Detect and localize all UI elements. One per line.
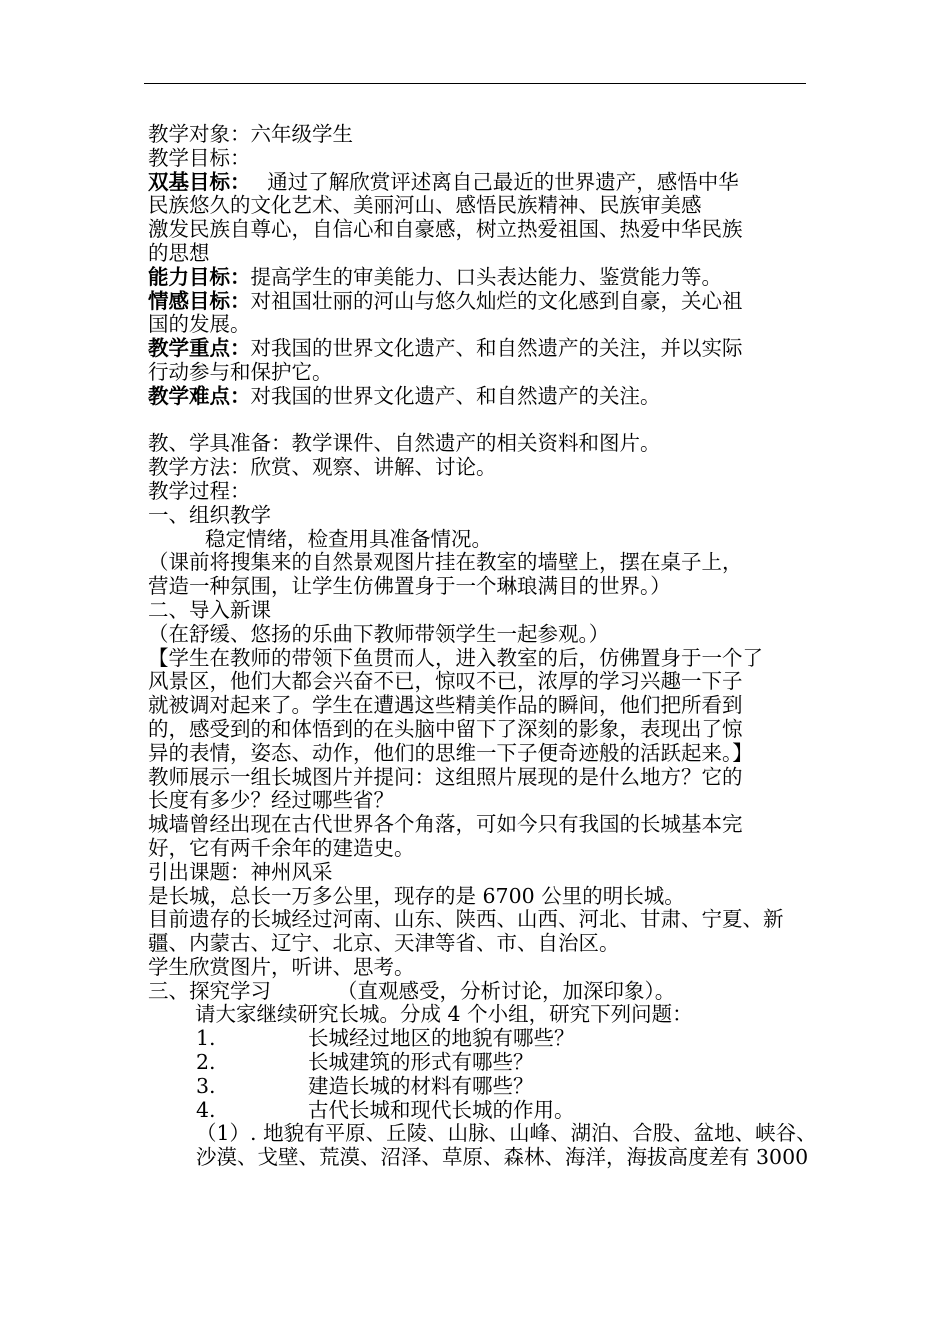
text-line: 学生欣赏图片，听讲、思考。 — [148, 954, 415, 979]
text-line: 的，感受到的和体悟到的在头脑中留下了深刻的影象，表现出了惊 — [148, 716, 743, 741]
line-text: 对我国的世界文化遗产、和自然遗产的关注，并以实际 — [250, 336, 743, 361]
text-line: 目前遗存的长城经过河南、山东、陕西、山西、河北、甘肃、宁夏、新 — [148, 907, 784, 932]
text-line: 国的发展。 — [148, 312, 251, 337]
section-heading: 一、组织教学 — [148, 502, 271, 527]
text-line: 民族悠久的文化艺术、美丽河山、感悟民族精神、民族审美感 — [148, 193, 702, 218]
text-line: （1）. 地貌有平原、丘陵、山脉、山峰、湖泊、合股、盆地、峡谷、 — [196, 1121, 817, 1146]
line-text: 对祖国壮丽的河山与悠久灿烂的文化感到自豪，关心祖 — [250, 288, 743, 313]
document-body — [148, 122, 817, 1170]
label-bold: 情感目标： — [148, 288, 251, 313]
list-text: 长城建筑的形式有哪些？ — [308, 1050, 534, 1075]
text-line: 风景区，他们大都会兴奋不已，惊叹不已，浓厚的学习兴趣一下子 — [148, 669, 743, 694]
text-line: 引出课题：神州风采 — [148, 859, 333, 884]
label-bold: 教学难点： — [148, 383, 251, 408]
list-item — [148, 1099, 808, 1123]
text-line: 疆、内蒙古、辽宁、北京、天津等省、市、自治区。 — [148, 931, 620, 956]
list-item — [148, 1027, 808, 1051]
text-line: 【学生在教师的带领下鱼贯而人，进入教室的后，仿佛置身于一个了 — [148, 645, 763, 670]
text-line: 的思想 — [148, 240, 210, 265]
text-line — [148, 171, 808, 195]
text-line: 营造一种氛围，让学生仿佛置身于一个琳琅满目的世界。） — [148, 574, 671, 599]
text-line: 就被调对起来了。学生在遭遇这些精美作品的瞬间，他们把所看到 — [148, 693, 743, 718]
text-line: 教学目标： — [148, 145, 251, 170]
list-item — [148, 1075, 808, 1099]
section-title: 三、探究学习 — [148, 978, 271, 1003]
text-line: （课前将搜集来的自然景观图片挂在教室的墙壁上，摆在桌子上， — [148, 550, 743, 575]
label-bold: 能力目标： — [148, 264, 251, 289]
text-line: 行动参与和保护它。 — [148, 359, 333, 384]
text-line: （在舒缓、悠扬的乐曲下教师带领学生一起参观。） — [148, 621, 610, 646]
line-text: 提高学生的审美能力、口头表达能力、鉴赏能力等。 — [250, 264, 722, 289]
text-line: 请大家继续研究长城。分成 4 个小组，研究下列问题： — [195, 1002, 693, 1027]
text-line — [148, 290, 808, 314]
header-rule — [144, 83, 806, 84]
text-line: 教师展示一组长城图片并提问：这组照片展现的是什么地方？它的 — [148, 764, 743, 789]
list-number: 2. — [196, 1050, 216, 1075]
text-line: 长度有多少？经过哪些省？ — [148, 788, 394, 813]
section-heading — [148, 980, 808, 1004]
text-line: 激发民族自尊心，自信心和自豪感，树立热爱祖国、热爱中华民族 — [148, 217, 743, 242]
section-note: （直观感受，分析讨论，加深印象）。 — [337, 978, 676, 1003]
line-text: 对我国的世界文化遗产、和自然遗产的关注。 — [250, 383, 661, 408]
text-line: 教学过程： — [148, 478, 251, 503]
text-line — [148, 266, 808, 290]
line-text: 通过了解欣赏评述离自己最近的世界遗产，感悟中华 — [240, 169, 739, 194]
list-number: 4. — [196, 1097, 216, 1122]
list-text: 古代长城和现代长城的作用。 — [308, 1097, 575, 1122]
section-heading: 二、导入新课 — [148, 597, 271, 622]
text-line: 城墙曾经出现在古代世界各个角落，可如今只有我国的长城基本完 — [148, 812, 743, 837]
text-line: 是长城，总长一万多公里，现存的是 6700 公里的明长城。 — [148, 883, 685, 908]
text-line — [148, 385, 808, 409]
text-line: 教、学具准备：教学课件、自然遗产的相关资料和图片。 — [148, 431, 661, 456]
list-text: 长城经过地区的地貌有哪些？ — [308, 1026, 575, 1051]
text-line: 好，它有两千余年的建造史。 — [148, 835, 415, 860]
text-line: 稳定情绪，检查用具准备情况。 — [205, 526, 492, 551]
text-line: 异的表情，姿态、动作，他们的思维一下子便奇迹般的活跃起来。】 — [148, 740, 753, 765]
list-text: 建造长城的材料有哪些？ — [308, 1073, 534, 1098]
list-item — [148, 1051, 808, 1075]
list-number: 1. — [196, 1026, 216, 1051]
blank-line — [148, 409, 808, 433]
label-bold: 教学重点： — [148, 336, 251, 361]
list-number: 3. — [196, 1073, 216, 1098]
text-line — [148, 337, 808, 361]
label-bold: 双基目标： — [148, 169, 241, 194]
text-line: 教学方法：欣赏、观察、讲解、讨论。 — [148, 455, 497, 480]
text-line: 沙漠、戈壁、荒漠、沼泽、草原、森林、海洋，海拔高度差有 3000 — [196, 1145, 809, 1170]
text-line: 教学对象：六年级学生 — [148, 122, 353, 146]
